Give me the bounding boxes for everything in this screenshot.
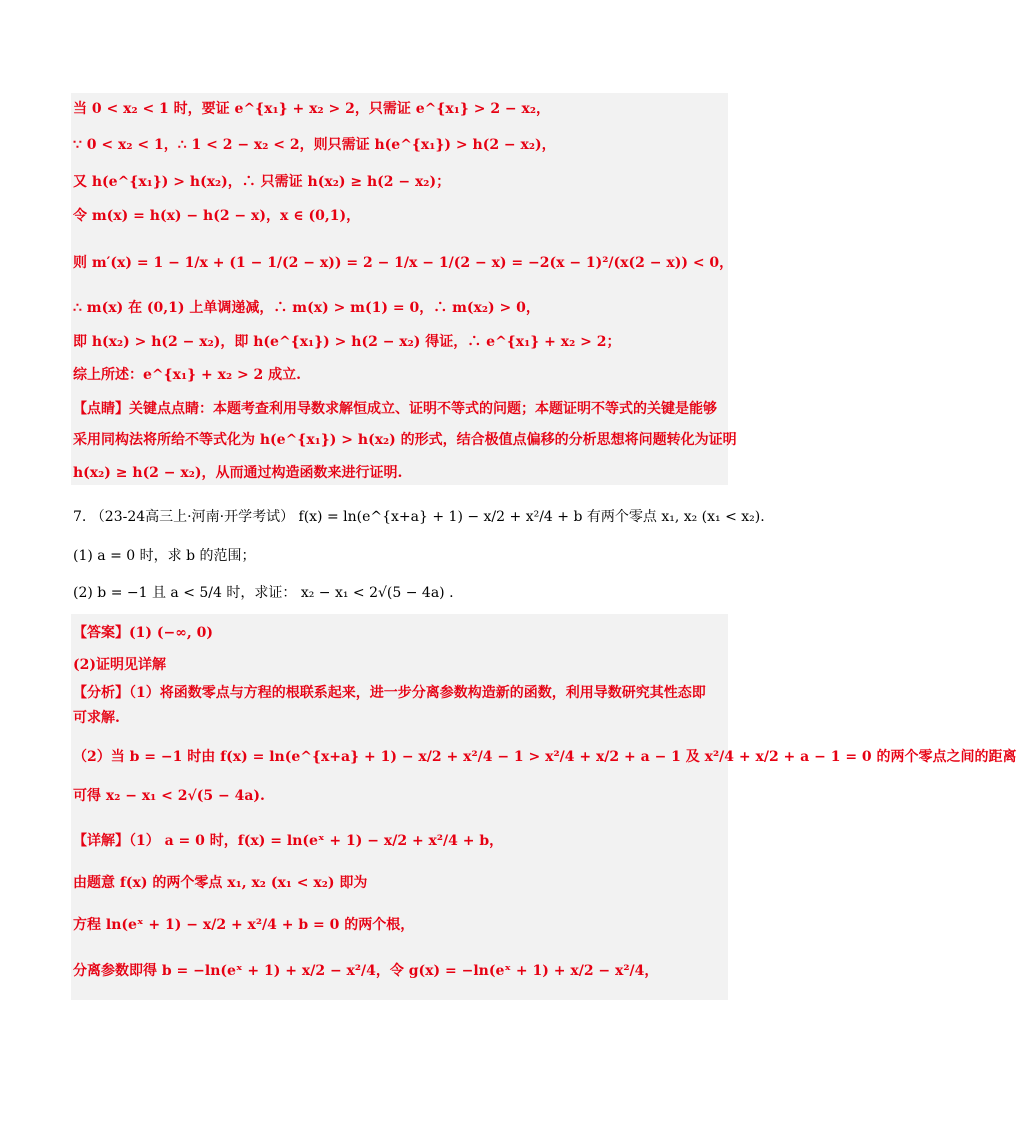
detail-line-1: 【详解】（1） a = 0 时，f(x) = ln(eˣ + 1) − x/2 + x²/4 + b， xyxy=(73,833,504,849)
analysis-line-4: 可得 x₂ − x₁ < 2√(5 − 4a). xyxy=(73,788,265,804)
detail-line-2: 由题意 f(x) 的两个零点 x₁, x₂ (x₁ < x₂) 即为 xyxy=(73,875,368,891)
solution-line-1: 当 0 < x₂ < 1 时，要证 e^{x₁} + x₂ > 2，只需证 e^{x₁} > 2 − x₂， xyxy=(73,101,551,117)
analysis-line-1: 【分析】（1）将函数零点与方程的根联系起来，进一步分离参数构造新的函数，利用导数研究其性态即 xyxy=(73,685,706,701)
solution-line-5: 则 m′(x) = 1 − 1/x + (1 − 1/(2 − x)) = 2 − 1/x − 1/(2 − x) = −2(x − 1)²/(x(2 − x)) < 0， xyxy=(73,255,734,271)
problem-part-2: (2) b = −1 且 a < 5/4 时，求证： x₂ − x₁ < 2√(5 − 4a) . xyxy=(73,585,454,601)
comment-line-1: 【点睛】关键点点睛：本题考查利用导数求解恒成立、证明不等式的问题；本题证明不等式的关键是能够 xyxy=(73,401,717,417)
comment-line-3: h(x₂) ≥ h(2 − x₂)，从而通过构造函数来进行证明. xyxy=(73,465,403,481)
solution-line-3: 又 h(e^{x₁}) > h(x₂)，∴ 只需证 h(x₂) ≥ h(2 − x₂)； xyxy=(73,174,451,190)
detail-line-3: 方程 ln(eˣ + 1) − x/2 + x²/4 + b = 0 的两个根， xyxy=(73,917,415,933)
answer-line-2: (2)证明见详解 xyxy=(73,657,166,673)
analysis-line-3: （2）当 b = −1 时由 f(x) = ln(e^{x+a} + 1) − x/2 + x²/4 − 1 > x²/4 + x/2 + a − 1 及 x²/4 + x/2 + a − 1 = 0 的两个零点之间的距离 xyxy=(73,749,1017,765)
analysis-line-2: 可求解. xyxy=(73,710,120,726)
solution-line-7: 即 h(x₂) > h(2 − x₂)，即 h(e^{x₁}) > h(2 − x₂) 得证，∴ e^{x₁} + x₂ > 2； xyxy=(73,334,621,350)
comment-line-2: 采用同构法将所给不等式化为 h(e^{x₁}) > h(x₂) 的形式，结合极值点偏移的分析思想将问题转化为证明 xyxy=(73,432,737,448)
problem-part-1: (1) a = 0 时，求 b 的范围； xyxy=(73,548,256,564)
detail-line-4: 分离参数即得 b = −ln(eˣ + 1) + x/2 − x²/4，令 g(x) = −ln(eˣ + 1) + x/2 − x²/4， xyxy=(73,963,659,979)
solution-line-6: ∴ m(x) 在 (0,1) 上单调递减，∴ m(x) > m(1) = 0，∴ m(x₂) > 0， xyxy=(73,300,540,316)
solution-line-2: ∵ 0 < x₂ < 1，∴ 1 < 2 − x₂ < 2，则只需证 h(e^{x₁}) > h(2 − x₂)， xyxy=(73,137,556,153)
solution-line-4: 令 m(x) = h(x) − h(2 − x)，x ∈ (0,1)， xyxy=(73,208,361,224)
answer-line: 【答案】(1) (−∞, 0) xyxy=(73,625,213,641)
solution-line-8: 综上所述：e^{x₁} + x₂ > 2 成立. xyxy=(73,367,302,383)
problem-stem: 7. （23-24高三上·河南·开学考试） f(x) = ln(e^{x+a} + 1) − x/2 + x²/4 + b 有两个零点 x₁, x₂ (x₁ < x₂). xyxy=(73,509,765,525)
